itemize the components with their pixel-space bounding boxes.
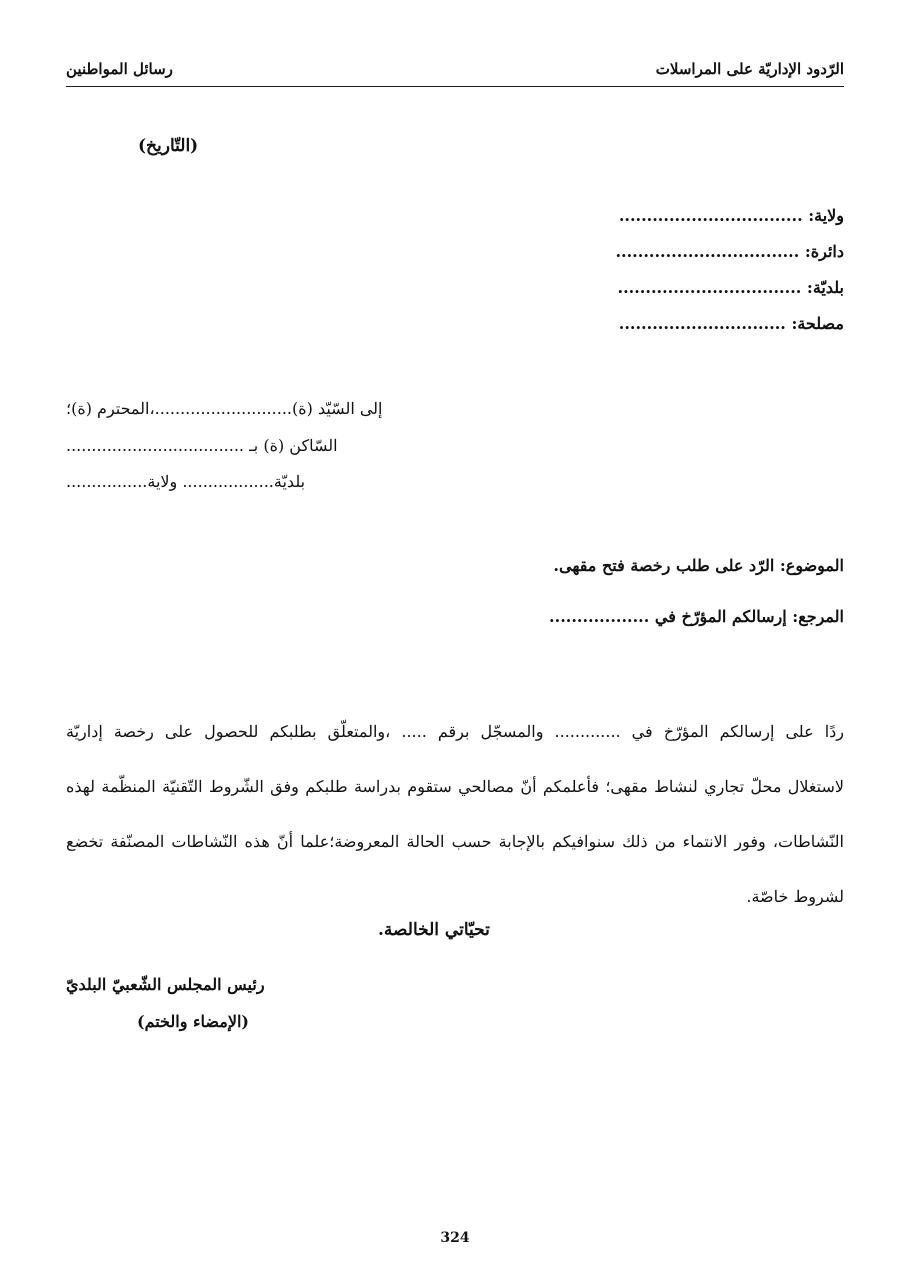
body-line: النّشاطات، وفور الانتماء من ذلك سنوافيكم بالإجابة حسب الحالة المعروضة؛علما أنّ هذه النّشاطات المصنّفة تخضع — [66, 832, 844, 851]
body-line: لاستغلال محلّ تجاري لنشاط مقهى؛ فأعلمكم أنّ مصالحي ستقوم بدراسة طلبكم وفق الشّروط التّقنيّة المنظّمة لهذه — [66, 777, 844, 796]
reference-line: المرجع: إرسالكم المؤرّخ في .................. — [549, 607, 844, 626]
recipient-address-line: السّاكن (ة) بـ ................................... — [66, 436, 338, 455]
date-label: (التّاريخ) — [138, 136, 199, 156]
wilaya-line: ولاية: ................................. — [618, 206, 844, 225]
recipient-name-line: إلى السّيّد (ة)...........................،المحترم (ة)؛ — [66, 399, 383, 418]
closing-line: تحيّاتي الخالصة. — [378, 920, 490, 940]
baladiya-line: بلديّة: ................................. — [617, 278, 844, 297]
subject-line: الموضوع: الرّد على طلب رخصة فتح مقهى. — [553, 556, 844, 575]
body-paragraph — [66, 704, 844, 924]
header-divider — [66, 86, 844, 87]
page-number: 324 — [440, 1230, 470, 1246]
signature-note: (الإمضاء والختم) — [137, 1012, 249, 1031]
body-line: ردًا على إرسالكم المؤرّخ في ............. والمسجّل برقم ..... ،والمتعلّق بطلبكم للحصول على رخصة إداريّة — [66, 722, 844, 741]
header-right-title: الرّدود الإداريّة على المراسلات — [655, 60, 844, 78]
signature-title: رئيس المجلس الشّعبيّ البلديّ — [66, 975, 265, 994]
daira-line: دائرة: ................................. — [615, 242, 844, 261]
body-line: لشروط خاصّة. — [746, 887, 844, 906]
recipient-location-line: بلديّة.................. ولاية................ — [66, 472, 306, 491]
maslaha-line: مصلحة: .............................. — [618, 314, 844, 333]
header-left-title: رسائل المواطنين — [66, 60, 173, 78]
